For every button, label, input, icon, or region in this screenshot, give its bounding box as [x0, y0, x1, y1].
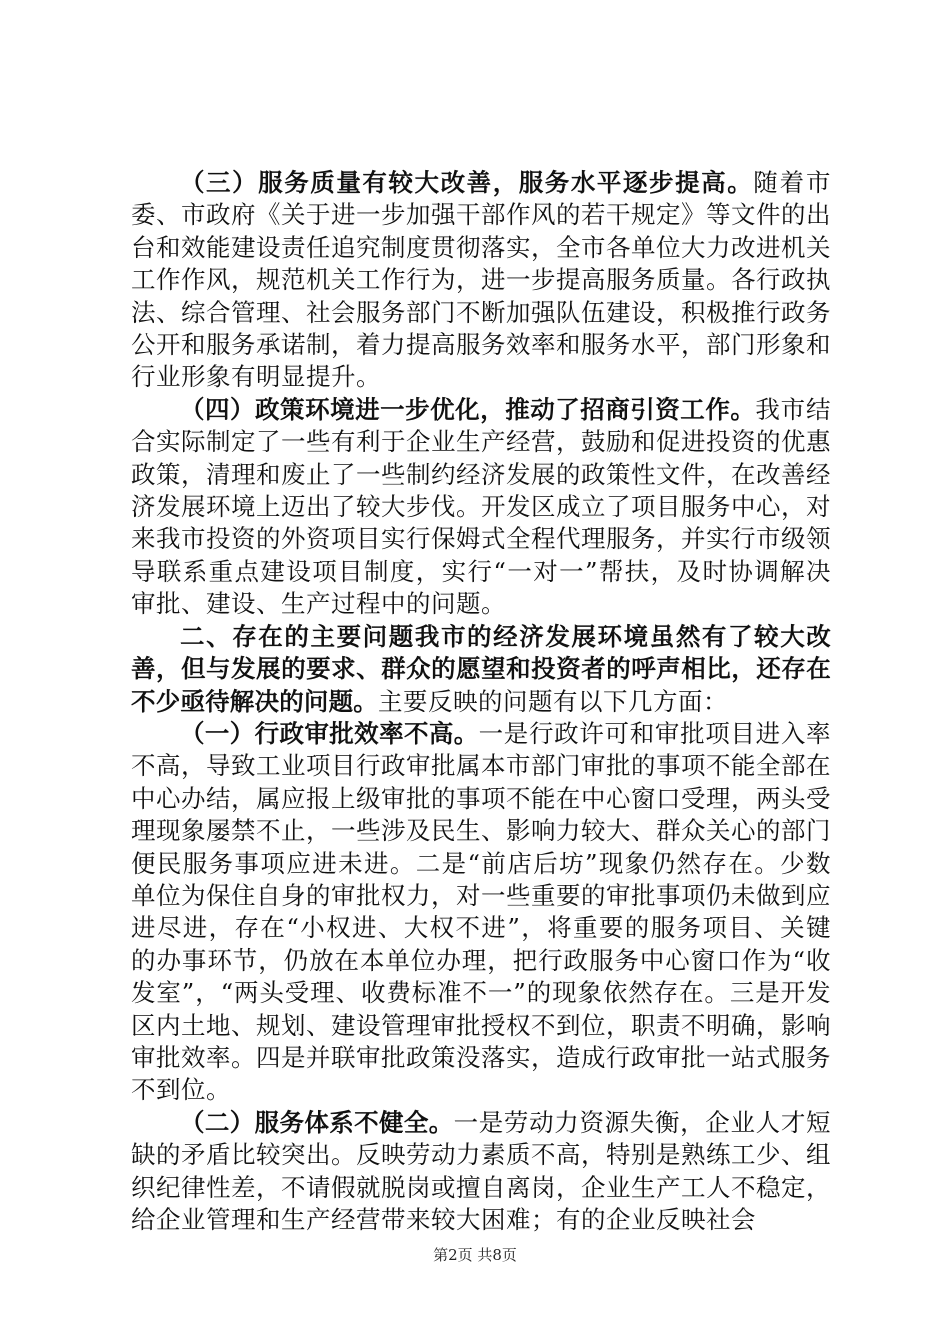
- paragraph-main-problems: [131, 621, 831, 718]
- paragraph-text: 一是行政许可和审批项目进入率不高，导致工业项目行政审批属本市部门审批的事项不能全部在中心办结，属应报上级审批的事项不能在中心窗口受理，两头受理现象屡禁不止，一些涉及民生、影响力较大、群众关心的部门便民服务事项应进未进。二是“前店后坊”现象仍然存在。少数单位为保住自身的审批权力，对一些重要的审批事项仍未做到应进尽进，存在“小权进、大权不进”，将重要的服务项目、关键的办事环节，仍放在本单位办理，把行政服务中心窗口作为“收发室”，“两头受理、收费标准不一”的现象依然存在。三是开发区内土地、规划、建设管理审批授权不到位，职责不明确，影响审批效率。四是并联审批政策没落实，造成行政审批一站式服务不到位。: [131, 718, 831, 1105]
- paragraph-policy-environment: [131, 394, 831, 621]
- paragraph-service-quality: [131, 167, 831, 394]
- document-body: [131, 167, 831, 1236]
- page-number-footer: 第2页 共8页: [433, 1246, 517, 1264]
- paragraph-approval-efficiency: [131, 718, 831, 1107]
- paragraph-heading: （四）政策环境进一步优化，推动了招商引资工作。: [180, 394, 756, 424]
- paragraph-text: 我市结合实际制定了一些有利于企业生产经营，鼓励和促进投资的优惠政策，清理和废止了一些制约经济发展的政策性文件，在改善经济发展环境上迈出了较大步伐。开发区成立了项目服务中心，对来我市投资的外资项目实行保姆式全程代理服务，并实行市级领导联系重点建设项目制度，实行“一对一”帮扶，及时协调解决审批、建设、生产过程中的问题。: [131, 394, 831, 619]
- paragraph-service-system: [131, 1107, 831, 1237]
- paragraph-heading: （一）行政审批效率不高。: [180, 718, 479, 748]
- paragraph-heading: （二）服务体系不健全。: [180, 1107, 454, 1137]
- paragraph-heading: （三）服务质量有较大改善，服务水平逐步提高。: [180, 168, 754, 197]
- paragraph-text: 主要反映的问题有以下几方面：: [378, 686, 728, 716]
- paragraph-text: 一是劳动力资源失衡，企业人才短缺的矛盾比较突出。反映劳动力素质不高，特别是熟练工少、组织纪律性差，不请假就脱岗或擅自离岗，企业生产工人不稳定，给企业管理和生产经营带来较大困难；有的企业反映社会: [131, 1107, 831, 1234]
- paragraph-text: 随着市委、市政府《关于进一步加强干部作风的若干规定》等文件的出台和效能建设责任追究制度贯彻落实，全市各单位大力改进机关工作作风，规范机关工作行为，进一步提高服务质量。各行政执法、综合管理、社会服务部门不断加强队伍建设，积极推行政务公开和服务承诺制，着力提高服务效率和服务水平，部门形象和行业形象有明显提升。: [131, 168, 831, 392]
- section-heading: 二、存在的主要问题我市的经济发展环境虽然有了较大改善，但与发展的要求、群众的愿望和投资者的呼声相比，还存在不少亟待解决的问题。: [131, 621, 831, 716]
